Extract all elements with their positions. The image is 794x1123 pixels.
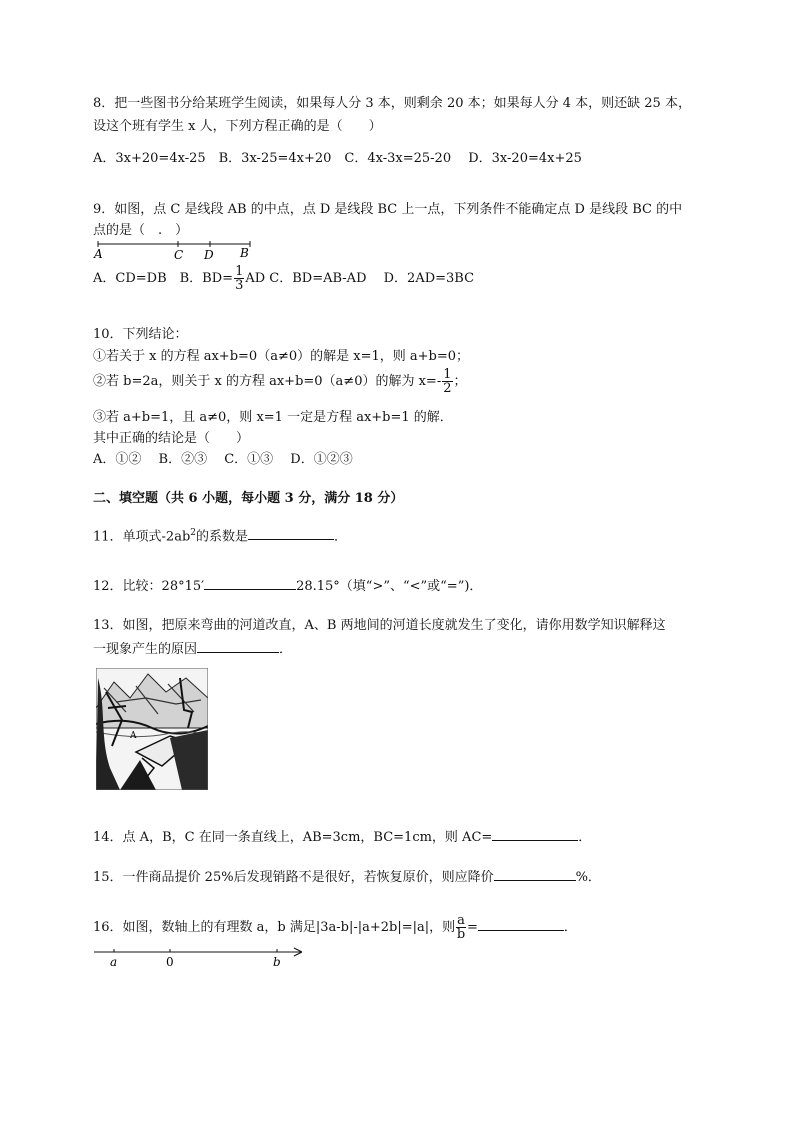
q11-line [93,524,347,546]
q16-text: 16．如图，数轴上的有理数 a，b 满足|3a-b|-|a+2b|=|a|，则 [93,920,456,935]
q10-s2-end: ； [453,374,467,389]
q14-text: 14．点 A，B，C 在同一条直线上，AB=3cm，BC=1cm，则 AC= [93,830,493,845]
q14-answer-blank[interactable] [492,826,578,841]
q11-exponent: 2 [190,528,197,538]
q16-line [93,914,577,941]
point-b-label: B [240,246,249,260]
q10-frac-num: 1 [443,367,452,382]
q12-text-2: 28.15°（填“>”、“<”或“=”)． [296,579,483,594]
q11-text-2: 的系数是 [196,529,249,545]
q8-line2: 设这个班有学生 x 人，下列方程正确的是（ ） [93,119,382,134]
q15-answer-blank[interactable] [494,866,576,881]
point-a-label: A [94,247,103,261]
q16-frac-den: b [456,927,466,942]
q12-line [93,575,482,596]
q9-option-rest: AD C．BD=AB-AD D．2AD=3BC [245,271,475,286]
number-line-figure [90,944,315,970]
q16-equals: = [466,920,478,935]
axis-label-b: b [273,955,281,969]
q10-title: 10．下列结论： [93,327,188,342]
q15-end: %． [575,870,601,885]
q12-answer-blank[interactable] [204,575,296,590]
q13-line1: 13．如图，把原来弯曲的河道改直，A、B 两地间的河道长度就发生了变化，请你用数学知识解释这 [93,618,666,633]
point-c-label: C [174,248,184,262]
q10-prompt: 其中正确的结论是（ ） [93,431,250,446]
place-a-label: A [130,731,137,741]
q15-text: 15．一件商品提价 25%后发现销路不是很好，若恢复原价，则应降价 [93,870,494,885]
q16-end: ． [563,920,577,935]
q16-answer-blank[interactable] [478,916,564,931]
q13-end: ． [279,642,293,657]
q9-option-ab: A．CD=DB B．BD= [93,271,234,286]
axis-label-zero: 0 [166,955,174,969]
q11-answer-blank[interactable] [248,525,334,540]
point-d-label: D [204,248,214,262]
river-landscape-image [96,668,208,790]
q13-text: 一现象产生的原因 [93,642,198,657]
q9-frac-den: 3 [235,278,244,293]
q16-frac-num: a [457,913,465,928]
q14-end: ． [578,830,592,845]
axis-label-a: a [110,955,118,969]
q10-statement-1: ①若关于 x 的方程 ax+b=0（a≠0）的解是 x=1，则 a+b=0； [93,349,469,364]
q13-answer-blank[interactable] [197,638,279,653]
q11-text: 11．单项式-2ab [93,529,191,545]
q10-statement-2 [93,368,467,395]
q10-statement-3: ③若 a+b=1，且 a≠0，则 x=1 一定是方程 ax+b=1 的解． [93,410,453,425]
q13-line2 [93,638,292,659]
q9-line2: 点的是（ . ） [93,223,189,238]
q10-s2-text: ②若 b=2a，则关于 x 的方程 ax+b=0（a≠0）的解为 x=- [93,374,442,389]
q11-end: ． [334,529,348,545]
q15-line [93,866,601,887]
q10-fraction [442,368,452,395]
q9-options [93,265,474,292]
q9-line1: 9．如图，点 C 是线段 AB 的中点，点 D 是线段 BC 上一点，下列条件不能确定点 D 是线段 BC 的中 [93,202,683,217]
q12-text: 12．比较：28°15′ [93,579,205,594]
section-heading: 二、填空题（共 6 小题，每小题 3 分，满分 18 分） [93,491,404,506]
q9-segment-figure [90,238,265,264]
q10-options: A．①② B．②③ C．①③ D．①②③ [93,452,353,467]
q16-fraction [456,914,466,941]
q10-frac-den: 2 [443,381,452,396]
q8-line1: 8．把一些图书分给某班学生阅读，如果每人分 3 本，则剩余 20 本；如果每人分 4 本，则还缺 25 本， [93,96,691,111]
q9-fraction [234,265,244,292]
q9-frac-num: 1 [235,264,244,279]
q8-options: A．3x+20=4x-25 B．3x-25=4x+20 C．4x-3x=25-20 D．3x-20=4x+25 [93,151,582,166]
q14-line [93,826,591,847]
